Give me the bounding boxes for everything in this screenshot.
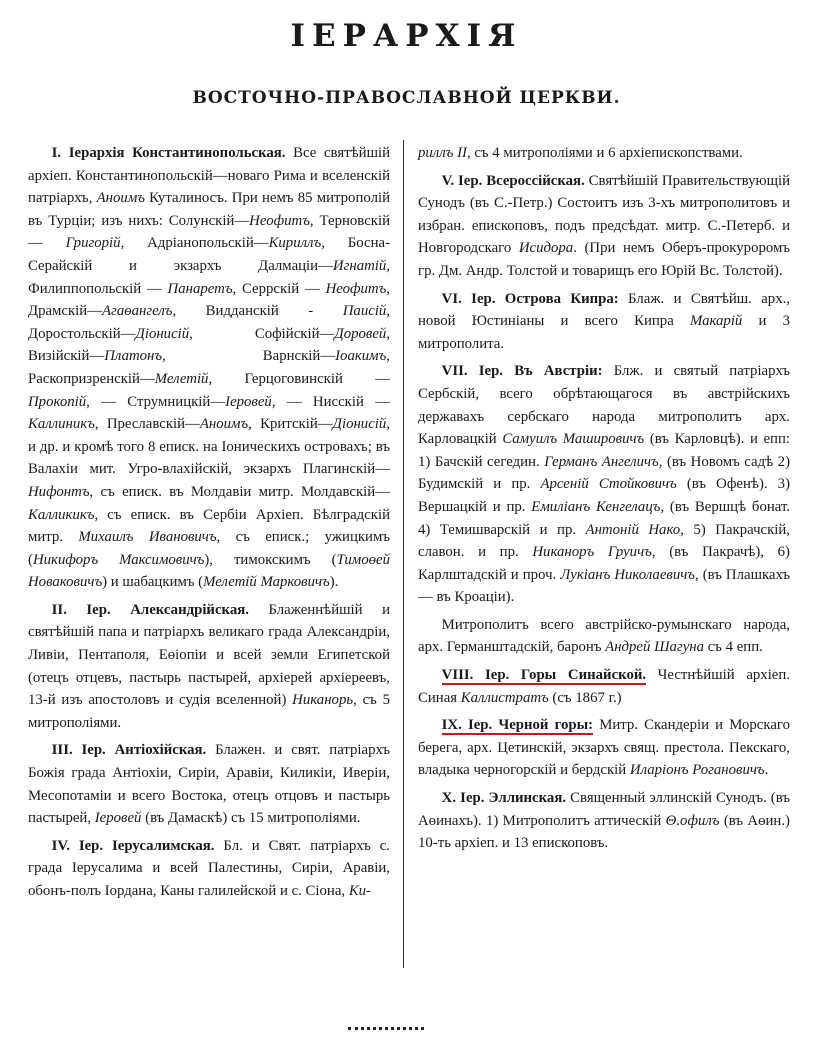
- section-text: съ 4 епп.: [704, 639, 763, 656]
- section-text: , Раскопризренскій—: [28, 348, 390, 387]
- section-text: , Видданскій -: [172, 303, 343, 320]
- page-title: ІЕРАРХІЯ: [290, 18, 523, 54]
- section-text: , Доростольскій—: [28, 303, 390, 342]
- person-name: Мелетій Марковичъ: [203, 574, 330, 591]
- person-name: Аноимъ: [199, 416, 249, 433]
- section-text: , Босна-Серайскій и экзархъ Далмаціи—: [28, 235, 390, 274]
- section-russia: [418, 170, 790, 283]
- section-text: , съ 4 митрополіями и 6 архіепископствами.: [466, 145, 743, 161]
- person-name: Неофитъ: [325, 280, 387, 297]
- person-name: Иларіонъ Рогановичъ: [629, 762, 765, 779]
- section-text: , Критскій—: [248, 416, 333, 433]
- section-text: Митрополитъ всего австрійско-румынскаго народа, арх. Германштадскій, баронъ: [418, 616, 790, 656]
- section-text: Митр. Скандеріи и Морскаго берега, арх. Цетинскій, экзархъ свящ. престола. Пекскаго, владыка черногорскій и бердскій: [418, 717, 790, 779]
- person-name: Калликикъ: [28, 506, 95, 523]
- section-text: Блж. и святый патріархъ Сербскій, всего обрѣтающагося въ австрійскихъ державахъ сербскаго народа митрополитъ арх. Карловацкій: [418, 363, 791, 448]
- section-greece: [418, 787, 790, 855]
- section-heading: VII. Іер. Въ Австріи:: [441, 363, 603, 380]
- section-heading: X. Іер. Эллинская.: [441, 790, 567, 807]
- person-name: Доровей: [334, 325, 387, 342]
- section-text: Куталиносъ. При немъ 85 митрополій въ Турціи; изъ нихъ: Солунскій—: [28, 190, 390, 229]
- section-text: Святѣйшій Правительствующій Сунодъ (въ С.-Петр.) Состоитъ изъ 3-хъ митрополитовъ и избран. епископовъ, подъ предсѣдат. митр. С.-Петерб. и Новгородскаго: [418, 172, 790, 257]
- person-name: Нифонтъ: [28, 483, 90, 500]
- person-name: Арсеній Стойковичъ: [540, 476, 677, 493]
- section-text: , (въ Вершцѣ бонат. 4) Темишварскій и пр.: [418, 498, 791, 538]
- section-text: Все святѣйшій архіеп. Константинопольскій—новаго Рима и вселенскій патріархъ,: [28, 145, 390, 207]
- section-heading: II. Іер. Александрійская.: [51, 601, 249, 618]
- person-name: Никифоръ Максимовичъ: [32, 551, 205, 568]
- section-text: , Варнскій—: [162, 348, 336, 365]
- section-text: и 3 митрополита.: [418, 313, 791, 352]
- section-text: Честнѣйшій архіеп. Синая: [418, 667, 790, 706]
- person-name: Діонисій: [332, 416, 387, 433]
- section-text: , Филиппопольскій —: [28, 257, 390, 297]
- person-name: Германъ Ангеличъ: [544, 453, 659, 470]
- section-text: Блаженнѣйшій и святѣйшій папа и патріархъ великаго града Александріи, Ливіи, Пентаполя, Еөіопіи и всей земли Египетской (отецъ отцевъ, пастырь пастырей, архіерей архіереевъ, 13-й изъ апостоловъ и судія вселенной): [28, 601, 390, 709]
- person-name: Паисій: [342, 303, 387, 320]
- section-text: , съ еписк. въ Сербіи Архіеп. Бѣлградскій митр.: [28, 506, 390, 546]
- section-text: , Визійскій—: [28, 325, 390, 365]
- section-jerusalem: [28, 835, 390, 903]
- section-text: , (въ Пакрачѣ), 6) Карлштадскій и проч.: [418, 544, 790, 583]
- section-alexandria: [28, 599, 390, 735]
- person-name: Антоній Нако: [585, 521, 681, 538]
- section-text: , (въ Новомъ садѣ 2) Будимскій и пр.: [418, 453, 790, 493]
- section-text: , 5) Пакрачскій, славон. и пр.: [418, 521, 790, 561]
- person-name: Мелетій: [154, 370, 209, 387]
- person-name: Каллистратъ: [460, 689, 549, 706]
- section-montenegro: [418, 714, 790, 782]
- section-text: Блажен. и свят. патріархъ Божія града Антіохіи, Сиріи, Аравіи, Киликіи, Иверіи, Месопотаміи и всего Востока, отецъ отцовъ и пастырь пастырей,: [28, 742, 390, 827]
- section-text: Священный эллинскій Сунодъ. (въ Аөинахъ). 1) Митрополитъ аттическій: [418, 790, 790, 829]
- section-text: , Адріанопольскій—: [120, 235, 269, 252]
- section-text: (въ Офенѣ). 3) Вершацкій и пр.: [418, 476, 791, 515]
- section-constantinople: [28, 142, 390, 594]
- person-name: Кириллъ: [268, 235, 322, 252]
- section-text: Бл. и Свят. патріархъ с. града Іерусалима и всей Палестины, Сиріи, Аравіи, обонъ-полъ Іордана, Каны галилейской и с. Сіона,: [28, 837, 390, 899]
- section-heading: VIII. Іер. Горы Синайской.: [441, 667, 647, 684]
- section-heading: III. Іер. Антіохійская.: [51, 742, 207, 759]
- column-divider: [403, 140, 404, 968]
- section-text: , Герцоговинскій —: [208, 370, 390, 387]
- person-name: Діонисій: [135, 325, 190, 342]
- section-jerusalem-continued: [418, 142, 790, 165]
- person-name: Исидора: [518, 240, 574, 257]
- section-text: Блаж. и Святѣйш. арх., новой Юстиніаны и всего Кипра: [418, 290, 790, 330]
- section-text: , и др. и кромѣ того 8 еписк. на Іоническихъ островахъ; въ Валахіи мит. Угро-влахійскій, экзархъ Плагинскій—: [28, 416, 390, 478]
- person-name: Іеровей: [225, 393, 272, 410]
- person-name: риллъ II: [418, 145, 467, 161]
- section-text: , съ еписк.; ужицкимъ (: [28, 529, 390, 568]
- section-heading: IX. Іер. Черной горы:: [441, 717, 594, 734]
- section-text: (въ Карловцѣ). и епп: 1) Бачскій сегедин.: [418, 431, 790, 470]
- person-name: Θ.офилъ: [665, 812, 720, 829]
- person-name: Никанорь: [292, 692, 354, 709]
- person-name: Платонъ: [104, 348, 163, 365]
- section-text: , съ 5 митрополіями.: [28, 692, 390, 731]
- section-text: , Драмскій—: [28, 280, 390, 320]
- section-text: ).: [329, 574, 339, 591]
- person-name: Григорій: [65, 235, 121, 252]
- section-heading: V. Іер. Всероссійская.: [441, 172, 585, 189]
- section-antioch: [28, 739, 390, 829]
- person-name: Агаөангелъ: [102, 303, 173, 320]
- person-name: Макарій: [689, 313, 743, 330]
- person-name: Андрей Шагуна: [605, 639, 705, 656]
- section-heading: IV. Іер. Іерусалимская.: [51, 837, 215, 854]
- person-name: Тимоөей Новаковичъ: [28, 551, 390, 591]
- section-text: ), тимокскимъ (: [204, 551, 337, 568]
- section-text: . (При немъ Оберъ-прокуроромъ гр. Дм. Андр. Толстой и товарищъ его Юрій Вс. Толстой).: [418, 240, 791, 279]
- person-name: Неофитъ: [249, 212, 310, 229]
- section-text: , съ еписк. въ Молдавіи митр. Молдавскій—: [89, 483, 390, 500]
- person-name: Ки-: [348, 883, 371, 899]
- left-column: [28, 142, 390, 908]
- section-text: , Софійскій—: [189, 325, 335, 342]
- person-name: Лукіанъ Николаевичъ: [560, 566, 695, 583]
- section-text: , Преславскій—: [94, 416, 200, 433]
- footer-ornament: [348, 1027, 424, 1030]
- person-name: Емиліанъ Кенгелацъ: [531, 498, 661, 515]
- person-name: Самуилъ Машировичъ: [502, 431, 645, 448]
- section-sinai: [418, 664, 790, 709]
- person-name: Каллиникъ: [28, 416, 95, 433]
- section-text: ) и шабацкимъ (: [102, 574, 204, 591]
- right-column: [418, 142, 790, 860]
- section-text: , (въ Плашкахъ — въ Кроаціи).: [418, 566, 790, 606]
- section-text: , — Нисскій —: [271, 393, 390, 410]
- section-text: , Серрскій —: [232, 280, 326, 297]
- section-heading: VI. Іер. Острова Кипра:: [441, 290, 619, 307]
- person-name: Михаилъ Ивановичъ: [78, 529, 217, 546]
- person-name: Іоакимъ: [335, 348, 387, 365]
- section-heading: І. Іерархія Константинопольская.: [51, 145, 286, 161]
- section-text: , — Струмницкій—: [86, 393, 226, 410]
- person-name: Іеровей: [94, 810, 142, 827]
- section-austria: [418, 360, 790, 609]
- person-name: Никаноръ Груичъ: [532, 544, 652, 561]
- page-subtitle: ВОСТОЧНО-ПРАВОСЛАВНОЙ ЦЕРКВИ.: [192, 88, 621, 108]
- section-text: (съ 1867 г.): [548, 689, 622, 706]
- person-name: Панаретъ: [167, 280, 233, 297]
- section-text: .: [764, 762, 769, 779]
- person-name: Прокопій: [28, 393, 87, 410]
- section-text: , Терновскій —: [28, 212, 390, 252]
- person-name: Игнатій: [332, 257, 387, 274]
- section-text: (въ Дамаскѣ) съ 15 митрополіями.: [141, 810, 361, 827]
- section-austria-romanian: [418, 614, 790, 659]
- section-text: (въ Аөин.) 10-ть архіеп. и 13 епископовъ.: [418, 812, 790, 852]
- person-name: Аноимъ: [96, 190, 145, 207]
- section-cyprus: [418, 288, 790, 356]
